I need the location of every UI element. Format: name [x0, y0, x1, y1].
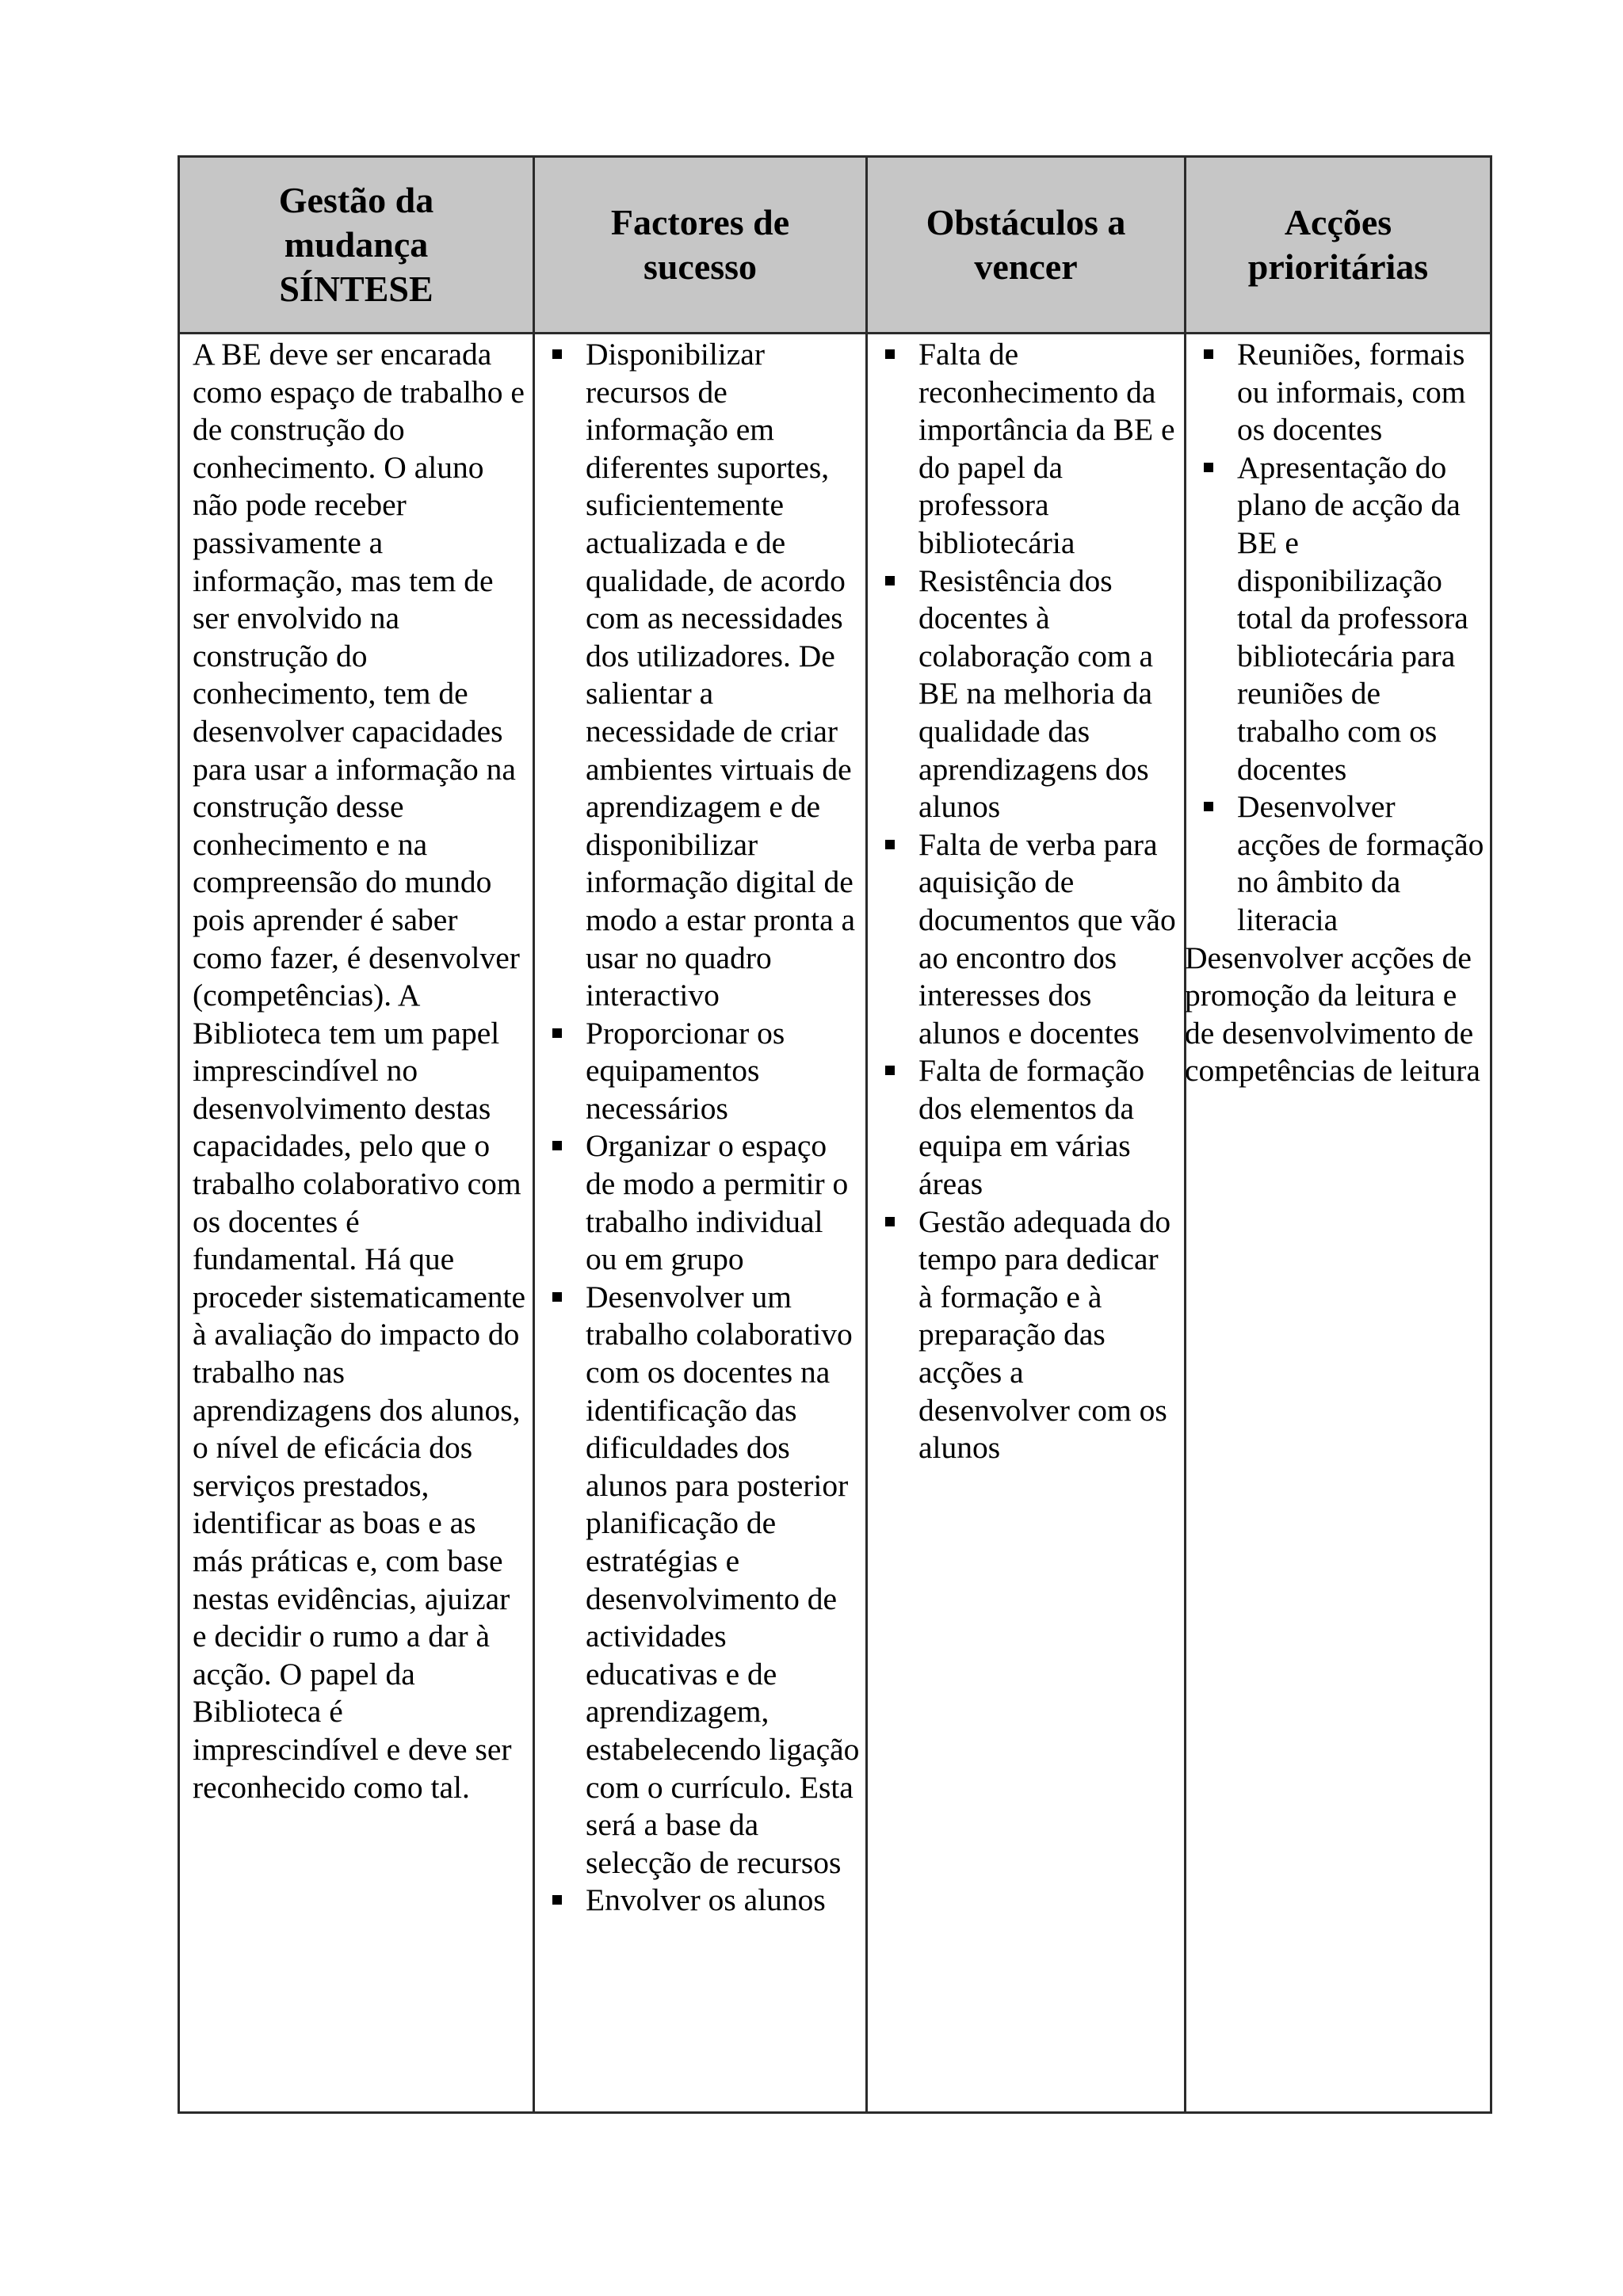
- cell-accoes-prioritarias: [1186, 334, 1491, 2113]
- list-item: [1199, 336, 1485, 449]
- table-header-row: [179, 157, 1491, 334]
- list-item-text: Resistência dos docentes à colaboração com a BE na melhoria da qualidade das aprendizagens dos alunos: [918, 563, 1154, 825]
- square-bullet-icon: [885, 349, 895, 359]
- list-item: [548, 1127, 861, 1278]
- square-bullet-icon: [552, 1028, 562, 1038]
- list-item: [548, 1015, 861, 1128]
- list-item-text: Desenvolver um trabalho colaborativo com os docentes na identificação das dificuldades dos alunos para posterior planificação de estratégias e desenvolvimento de actividades educativas e de aprendizagem, estabelecendo ligação com o currículo. Esta será a base da selecção de recursos: [586, 1279, 860, 1880]
- header-gestao-da-mudanca: [179, 157, 534, 334]
- header-line: Acções: [1284, 202, 1392, 242]
- list-item-text: Falta de reconhecimento da importância da BE e do papel da professora bibliotecária: [918, 337, 1175, 560]
- list-item-text: Falta de verba para aquisição de documentos que vão ao encontro dos interesses dos alunos e docentes: [918, 826, 1176, 1051]
- list-item: [880, 336, 1179, 563]
- header-factores-de-sucesso: [534, 157, 867, 334]
- list-item-text: Desenvolver acções de formação no âmbito da literacia: [1237, 789, 1484, 937]
- square-bullet-icon: [552, 1895, 562, 1905]
- header-obstaculos-a-vencer: [867, 157, 1186, 334]
- header-line: Factores de: [610, 202, 790, 242]
- cell-sintese: [179, 334, 534, 2113]
- header-line: SÍNTESE: [279, 269, 433, 309]
- list-item: [880, 1052, 1179, 1203]
- list-item: [548, 336, 861, 1015]
- list-item-text: Gestão adequada do tempo para dedicar à formação e à preparação das acções a desenvolver com os alunos: [918, 1203, 1171, 1466]
- square-bullet-icon: [885, 1066, 895, 1075]
- list-item: [548, 1882, 861, 1920]
- square-bullet-icon: [885, 1217, 895, 1226]
- square-bullet-icon: [885, 576, 895, 585]
- header-accoes-prioritarias: [1186, 157, 1491, 334]
- list-item: [548, 1279, 861, 1882]
- header-line: Obstáculos a: [926, 202, 1126, 242]
- list-item-text: Proporcionar os equipamentos necessários: [586, 1015, 785, 1126]
- list-item-text: Reuniões, formais ou informais, com os docentes: [1237, 337, 1466, 448]
- square-bullet-icon: [1204, 349, 1213, 359]
- accoes-closing-text: Desenvolver acções de promoção da leitura e de desenvolvimento de competências de leitura: [1185, 940, 1480, 1089]
- header-line: Gestão da: [278, 180, 434, 220]
- factores-list: [548, 334, 861, 1920]
- list-item: [880, 826, 1179, 1053]
- list-item-text: Disponibilizar recursos de informação em diferentes suportes, suficientemente actualizada e de qualidade, de acordo com as necessidades dos utilizadores. De salientar a necessidade de criar ambientes virtuais de aprendizagem e de disponibilizar informação digital de modo a estar pronta a usar no quadro interactivo: [586, 337, 856, 1013]
- sintese-text: A BE deve ser encarada como espaço de trabalho e de construção do conhecimento. O aluno não pode receber passivamente a informação, mas tem de ser envolvido na construção do conhecimento, tem de desenvolver capacidades para usar a informação na construção desse conhecimento e na compreensão do mundo pois aprender é saber como fazer, é desenvolver (competências). A Biblioteca tem um papel imprescindível no desenvolvimento destas capacidades, pelo que o trabalho colaborativo com os docentes é fundamental. Há que proceder sistematicamente à avaliação do impacto do trabalho nas aprendizagens dos alunos, o nível de eficácia dos serviços prestados, identificar as boas e as más práticas e, com base nestas evidências, ajuizar e decidir o rumo a dar à acção. O papel da Biblioteca é imprescindível e deve ser reconhecido como tal.: [193, 337, 526, 1805]
- square-bullet-icon: [885, 840, 895, 849]
- list-item-text: Falta de formação dos elementos da equipa em várias áreas: [918, 1053, 1145, 1202]
- cell-factores-de-sucesso: [534, 334, 867, 2113]
- list-item-text: Apresentação do plano de acção da BE e disponibilização total da professora bibliotecária para reuniões de trabalho com os docentes: [1237, 449, 1468, 787]
- table-body-row: [179, 334, 1491, 2113]
- square-bullet-icon: [552, 1141, 562, 1150]
- list-item-text: Organizar o espaço de modo a permitir o trabalho individual ou em grupo: [586, 1128, 849, 1277]
- square-bullet-icon: [552, 349, 562, 359]
- square-bullet-icon: [1204, 802, 1213, 811]
- list-item: [880, 563, 1179, 826]
- header-line: prioritárias: [1247, 246, 1429, 287]
- header-line: vencer: [974, 246, 1078, 287]
- synthesis-table: [178, 155, 1492, 2114]
- square-bullet-icon: [1204, 463, 1213, 472]
- header-line: sucesso: [643, 246, 758, 287]
- square-bullet-icon: [552, 1292, 562, 1302]
- cell-obstaculos-a-vencer: [867, 334, 1186, 2113]
- header-line: mudança: [284, 224, 429, 265]
- list-item-text: Envolver os alunos: [586, 1882, 826, 1918]
- accoes-list: [1199, 334, 1485, 940]
- list-item: [1199, 788, 1485, 939]
- list-item: [880, 1203, 1179, 1467]
- list-item: [1199, 449, 1485, 788]
- obstaculos-list: [880, 334, 1179, 1467]
